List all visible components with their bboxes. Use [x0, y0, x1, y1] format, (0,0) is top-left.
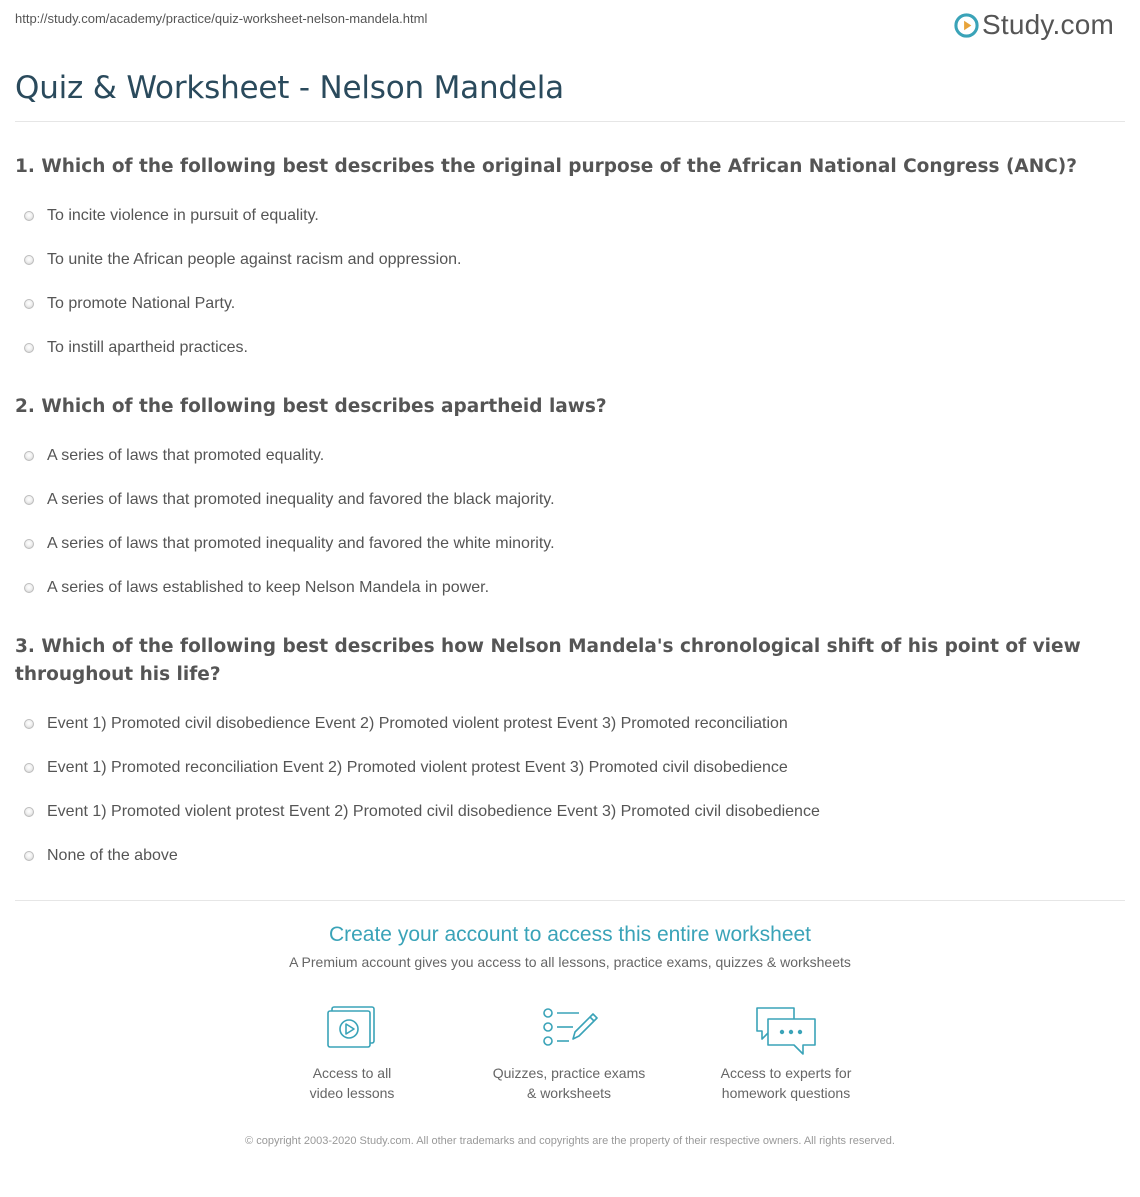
- question-text: 1. Which of the following best describes the original purpose of the African National Congress (ANC)?: [15, 156, 1077, 177]
- radio-button[interactable]: [24, 851, 34, 861]
- page-title: Quiz & Worksheet - Nelson Mandela: [15, 70, 564, 106]
- radio-button[interactable]: [24, 299, 34, 309]
- feature-quizzes: [469, 1005, 669, 1103]
- answer-option[interactable]: [15, 566, 1115, 610]
- feature-line: homework questions: [721, 1085, 851, 1101]
- answer-label: Event 1) Promoted reconciliation Event 2) Promoted violent protest Event 3) Promoted civil disobedience: [47, 759, 788, 776]
- logo-text: Study.com: [982, 9, 1114, 40]
- answer-option[interactable]: [15, 282, 1115, 326]
- answer-label: None of the above: [47, 847, 178, 864]
- answer-label: To incite violence in pursuit of equality.: [47, 207, 319, 224]
- answer-option[interactable]: [15, 834, 1115, 878]
- radio-button[interactable]: [24, 539, 34, 549]
- feature-line: video lessons: [309, 1085, 395, 1101]
- feature-video-lessons: [252, 1005, 452, 1103]
- radio-button[interactable]: [24, 255, 34, 265]
- answer-option[interactable]: [15, 790, 1115, 834]
- radio-button[interactable]: [24, 211, 34, 221]
- answer-label: To promote National Party.: [47, 295, 236, 312]
- radio-button[interactable]: [24, 495, 34, 505]
- radio-button[interactable]: [24, 583, 34, 593]
- feature-experts: [686, 1005, 886, 1103]
- answer-list: [15, 434, 1115, 610]
- answer-label: To unite the African people against racism and oppression.: [47, 251, 462, 268]
- question-3: [15, 633, 1115, 878]
- answer-label: A series of laws that promoted inequality and favored the white minority.: [47, 535, 555, 552]
- radio-button[interactable]: [24, 719, 34, 729]
- answer-list: [15, 194, 1115, 370]
- study-logo[interactable]: [954, 8, 1114, 42]
- radio-button[interactable]: [24, 343, 34, 353]
- answer-label: A series of laws that promoted equality.: [47, 447, 325, 464]
- page-url: http://study.com/academy/practice/quiz-worksheet-nelson-mandela.html: [15, 11, 428, 26]
- question-text: 3. Which of the following best describes how Nelson Mandela's chronological shift of his point of view throughout his life?: [15, 636, 1081, 685]
- answer-option[interactable]: [15, 238, 1115, 282]
- cta-divider: [15, 900, 1125, 901]
- feature-line: Access to experts for: [720, 1065, 852, 1081]
- answer-option[interactable]: [15, 746, 1115, 790]
- video-lessons-icon: [325, 1005, 379, 1051]
- copyright-footer: © copyright 2003-2020 Study.com. All other trademarks and copyrights are the property of their respective owners. All rights reserved.: [245, 1135, 895, 1147]
- radio-button[interactable]: [24, 807, 34, 817]
- answer-label: A series of laws established to keep Nelson Mandela in power.: [47, 579, 490, 596]
- answer-option[interactable]: [15, 522, 1115, 566]
- answer-option[interactable]: [15, 434, 1115, 478]
- expert-chat-icon: [754, 1005, 818, 1057]
- feature-line: Quizzes, practice exams: [492, 1065, 646, 1081]
- question-text: 2. Which of the following best describes apartheid laws?: [15, 396, 607, 417]
- quiz-checklist-icon: [539, 1005, 599, 1051]
- question-2: [15, 393, 1115, 610]
- cta-title-link[interactable]: Create your account to access this entire worksheet: [328, 923, 812, 946]
- answer-label: Event 1) Promoted civil disobedience Event 2) Promoted violent protest Event 3) Promoted reconciliation: [47, 715, 788, 732]
- answer-label: A series of laws that promoted inequality and favored the black majority.: [47, 491, 555, 508]
- answer-label: Event 1) Promoted violent protest Event 2) Promoted civil disobedience Event 3) Promoted civil disobedience: [47, 803, 820, 820]
- radio-button[interactable]: [24, 451, 34, 461]
- header: [0, 0, 1140, 60]
- radio-button[interactable]: [24, 763, 34, 773]
- answer-option[interactable]: [15, 326, 1115, 370]
- answer-option[interactable]: [15, 194, 1115, 238]
- answer-label: To instill apartheid practices.: [47, 339, 248, 356]
- answer-list: [15, 702, 1115, 878]
- feature-line: & worksheets: [526, 1085, 612, 1101]
- title-divider: [15, 121, 1125, 122]
- question-1: [15, 153, 1115, 370]
- feature-line: Access to all: [312, 1065, 392, 1081]
- cta-subtitle: A Premium account gives you access to all lessons, practice exams, quizzes & worksheets: [289, 954, 851, 970]
- play-circle-icon: [954, 13, 979, 38]
- answer-option[interactable]: [15, 478, 1115, 522]
- answer-option[interactable]: [15, 702, 1115, 746]
